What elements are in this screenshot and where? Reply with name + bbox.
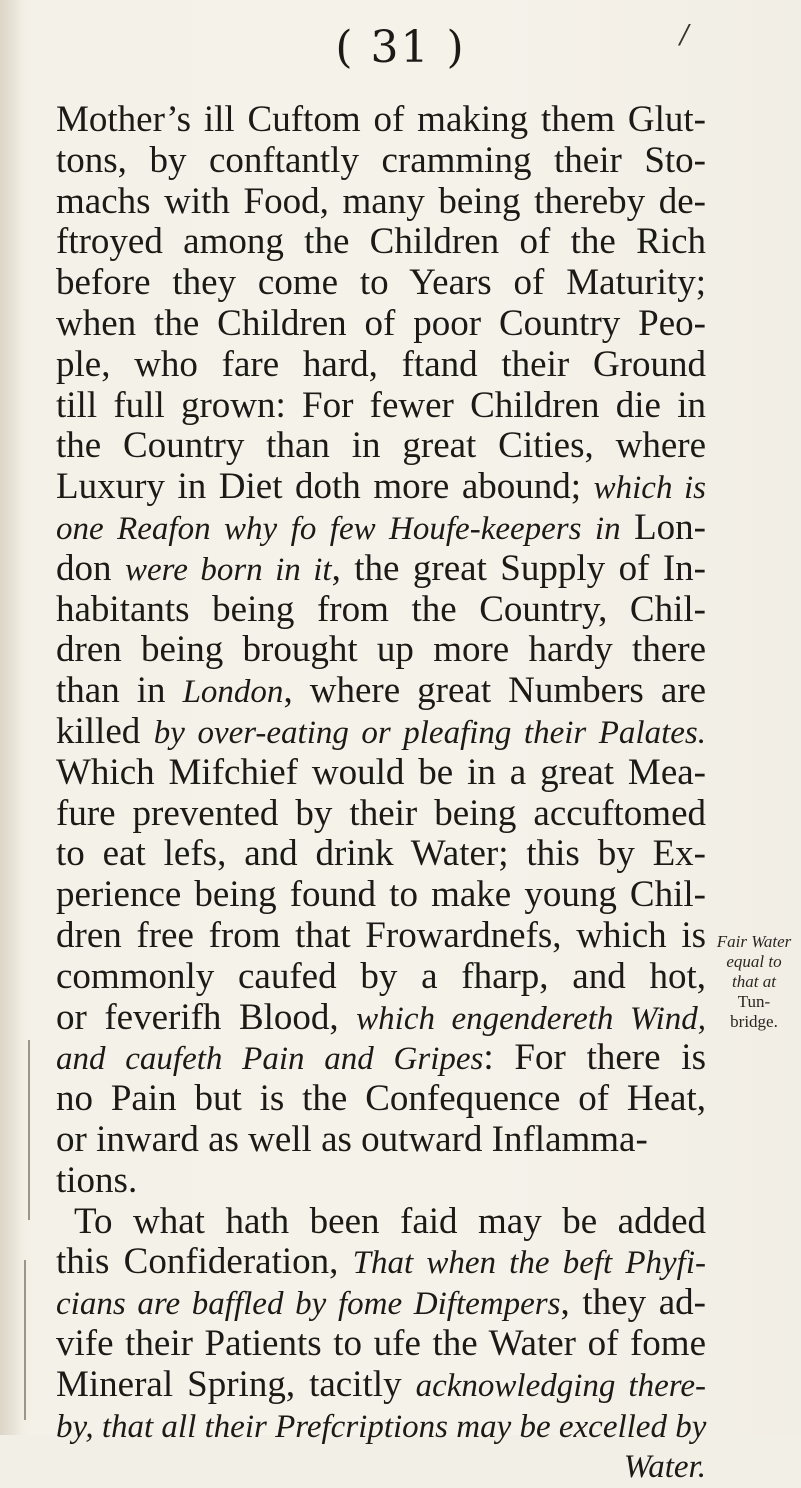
text-span: , where great Numbers are [283, 670, 707, 712]
text-line [56, 263, 706, 304]
text-line [56, 345, 706, 386]
italic-span: by over-eating or pleafing their Palates. [153, 714, 706, 751]
text-span: killed [56, 710, 154, 752]
text-line [56, 834, 706, 875]
italic-span: which engendereth Wind, [356, 1000, 706, 1037]
body-text [56, 100, 706, 1487]
text-span: before they come to Years of Maturity; [56, 262, 706, 304]
text-span: when the Children of poor Country Peo- [56, 302, 706, 344]
text-span: : For there is [483, 1037, 706, 1079]
text-line [56, 590, 706, 631]
italic-span: acknowledging there- [415, 1367, 706, 1404]
italic-span: by, that all their Prefcriptions may be excelled by [56, 1408, 707, 1445]
text-span: tons, by conftantly cramming their Sto- [56, 139, 706, 181]
page-number: ( 31 ) [335, 22, 466, 73]
text-span: commonly caufed by a fharp, and hot, [56, 955, 706, 997]
text-span: ftroyed among the Children of the Rich [56, 221, 706, 263]
text-line [56, 304, 706, 345]
text-span: tions. [56, 1159, 138, 1201]
text-line [56, 712, 706, 753]
margin-note [712, 932, 796, 1032]
text-span: vife their Patients to ufe the Water of fome [56, 1322, 706, 1364]
text-line [56, 998, 706, 1039]
text-span: this Confideration, [56, 1241, 353, 1283]
text-line [56, 671, 706, 712]
text-line [56, 875, 706, 916]
text-line [56, 141, 706, 182]
text-line [56, 549, 706, 590]
text-span: ple, who fare hard, ftand their Ground [56, 343, 706, 385]
text-line [56, 1406, 706, 1447]
text-line [56, 182, 706, 223]
margin-note-line: Fair Water [716, 932, 792, 951]
text-span: fure prevented by their being accuftomed [56, 792, 706, 834]
text-span: perience being found to make young Chil- [56, 874, 706, 916]
text-span: , they ad- [560, 1282, 706, 1324]
text-line [56, 508, 706, 549]
text-line [56, 1365, 706, 1406]
text-line [56, 1202, 706, 1243]
corner-mark: / [680, 20, 689, 50]
text-line [56, 100, 706, 141]
text-line [56, 794, 706, 835]
margin-rule [24, 1260, 26, 1420]
text-line [56, 957, 706, 998]
italic-span: were born in it [124, 551, 332, 588]
text-line [56, 467, 706, 508]
text-line [56, 1242, 706, 1283]
text-line [56, 1324, 706, 1365]
text-line [56, 222, 706, 263]
text-line [56, 1120, 706, 1161]
text-line [56, 1038, 706, 1079]
text-line [56, 426, 706, 467]
gutter-shadow [0, 0, 22, 1435]
text-span: , the great Supply of In- [331, 547, 706, 589]
italic-span: and caufeth Pain and Gripes [56, 1041, 484, 1078]
text-span: machs with Food, many being thereby de- [56, 180, 706, 222]
text-span: Mother’s ill Cuftom of making them Glut- [56, 99, 706, 140]
text-span: no Pain but is the Confequence of Heat, [56, 1078, 706, 1120]
text-span: the Country than in great Cities, where [56, 425, 706, 467]
italic-span: London [182, 674, 284, 711]
italic-span: which is [593, 470, 706, 507]
margin-note-line: bridge. [730, 1012, 778, 1031]
text-span: or feverifh Blood, [56, 996, 357, 1038]
text-line [56, 1283, 706, 1324]
text-line [56, 630, 706, 671]
italic-span: That when the beft Phyfi- [352, 1245, 706, 1282]
text-line [56, 1446, 706, 1487]
text-span: Lon- [634, 506, 706, 548]
margin-note-line: that at [732, 972, 776, 991]
text-span: till full grown: For fewer Children die in [56, 384, 706, 426]
text-span: Luxury in Diet doth more abound; [56, 466, 594, 508]
text-span: don [56, 547, 125, 589]
text-span: or inward as well as outward Inflamma- [56, 1118, 648, 1160]
text-span: Which Mifchief would be in a great Mea- [56, 751, 706, 793]
text-line [56, 916, 706, 957]
italic-span: one Reafon why fo few Houfe-keepers in [56, 510, 635, 547]
italic-span: Water. [623, 1449, 706, 1486]
italic-span: cians are baffled by fome Diftempers [56, 1286, 561, 1323]
text-span: dren being brought up more hardy there [56, 629, 706, 671]
text-line [56, 386, 706, 427]
margin-note-line: equal to [726, 952, 782, 971]
text-span: To what hath been faid may be added [74, 1200, 706, 1242]
text-line [56, 753, 706, 794]
margin-rule [28, 1040, 30, 1220]
text-span: to eat lefs, and drink Water; this by Ex- [56, 833, 706, 875]
text-span: than in [56, 670, 183, 712]
text-span: habitants being from the Country, Chil- [56, 588, 706, 630]
text-span: Mineral Spring, tacitly [56, 1363, 416, 1405]
text-span: dren free from that Frowardnefs, which is [56, 914, 706, 956]
text-line [56, 1161, 706, 1202]
text-line [56, 1079, 706, 1120]
margin-note-line: Tun- [737, 992, 771, 1011]
